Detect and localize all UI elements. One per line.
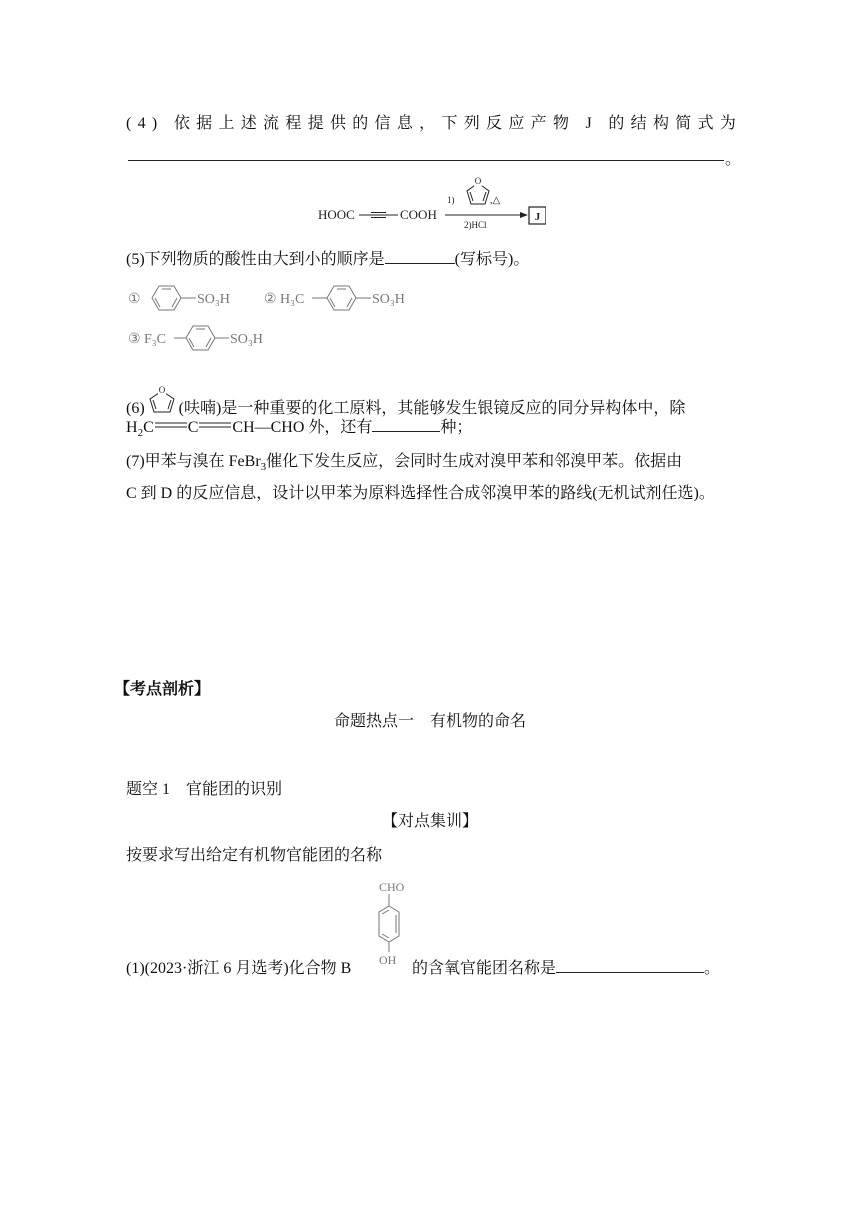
q5-answer-blank[interactable] xyxy=(385,263,455,264)
product-label: J xyxy=(534,211,541,223)
cho-group: CHO xyxy=(379,880,405,894)
item2-left-group: H₃C xyxy=(280,292,305,307)
furan-icon xyxy=(467,176,489,204)
q7-line1: (7)甲苯与溴在 FeBr$_3$催化下发生反应，会同时生成对溴甲苯和邻溴甲苯。依据由 xyxy=(126,453,683,474)
item3-left-group: F₃C xyxy=(144,332,167,347)
q4-text: (4) 依据上述流程提供的信息，下列反应产物 J 的结构简式为 xyxy=(126,115,743,132)
svg-text:O: O xyxy=(158,385,165,395)
item1-group: SO₃H xyxy=(197,292,230,307)
q1-prefix: (1)(2023·浙江 6 月选考)化合物 B xyxy=(126,960,352,977)
benzene-ring-icon xyxy=(152,286,181,310)
instruction-text: 按要求写出给定有机物官能团的名称 xyxy=(126,847,383,864)
furan-icon xyxy=(145,385,179,415)
benzene-ring-icon xyxy=(327,286,356,310)
reactant-right: COOH xyxy=(400,207,437,222)
reactant-left: HOOC xyxy=(318,207,355,222)
q6-answer-blank[interactable] xyxy=(372,431,440,432)
q5-structures xyxy=(126,280,446,358)
training-header: 【对点集训】 xyxy=(381,813,478,830)
item1-number: ① xyxy=(128,292,141,307)
q4-answer-blank[interactable] xyxy=(128,160,724,161)
subsection-title: 题空 1 官能团的识别 xyxy=(126,781,283,798)
benzene-ring-icon xyxy=(186,326,215,350)
q1-answer-blank[interactable] xyxy=(556,972,704,973)
double-bond-icon xyxy=(198,420,232,430)
item2-group: SO₃H xyxy=(372,292,405,307)
double-bond-icon xyxy=(154,420,188,430)
q4-reaction-scheme xyxy=(316,172,546,232)
svg-text:O: O xyxy=(474,176,482,186)
section-header: 【考点剖析】 xyxy=(114,681,211,698)
item3-number: ③ xyxy=(128,332,141,347)
section-title: 命题热点一 有机物的命名 xyxy=(333,713,526,730)
q5-text: (5)下列物质的酸性由大到小的顺序是 (写标号)。 xyxy=(126,251,530,268)
q4-end-mark: 。 xyxy=(725,151,742,168)
benzene-ring-icon xyxy=(379,906,399,942)
step1-label: 1) xyxy=(447,195,455,205)
q6-line1: (6) O (呋喃)是一种重要的化工原料，其能够发生银镜反应的同分异构体中，除 xyxy=(126,385,686,417)
item3-group: SO₃H xyxy=(230,332,263,347)
heat-label: ,△ xyxy=(490,195,501,206)
item2-number: ② xyxy=(264,292,277,307)
oh-group: OH xyxy=(379,953,397,967)
q7-line2: C 到 D 的反应信息，设计以甲苯为原料选择性合成邻溴甲苯的路线(无机试剂任选)。 xyxy=(126,485,715,502)
step2-label: 2)HCl xyxy=(464,220,487,230)
compound-b-structure xyxy=(366,876,412,970)
q1-suffix: 的含氧官能团名称是 。 xyxy=(412,960,721,977)
q6-line2: $H_2C$ C CH—CHO 外，还有 种； xyxy=(126,419,473,440)
